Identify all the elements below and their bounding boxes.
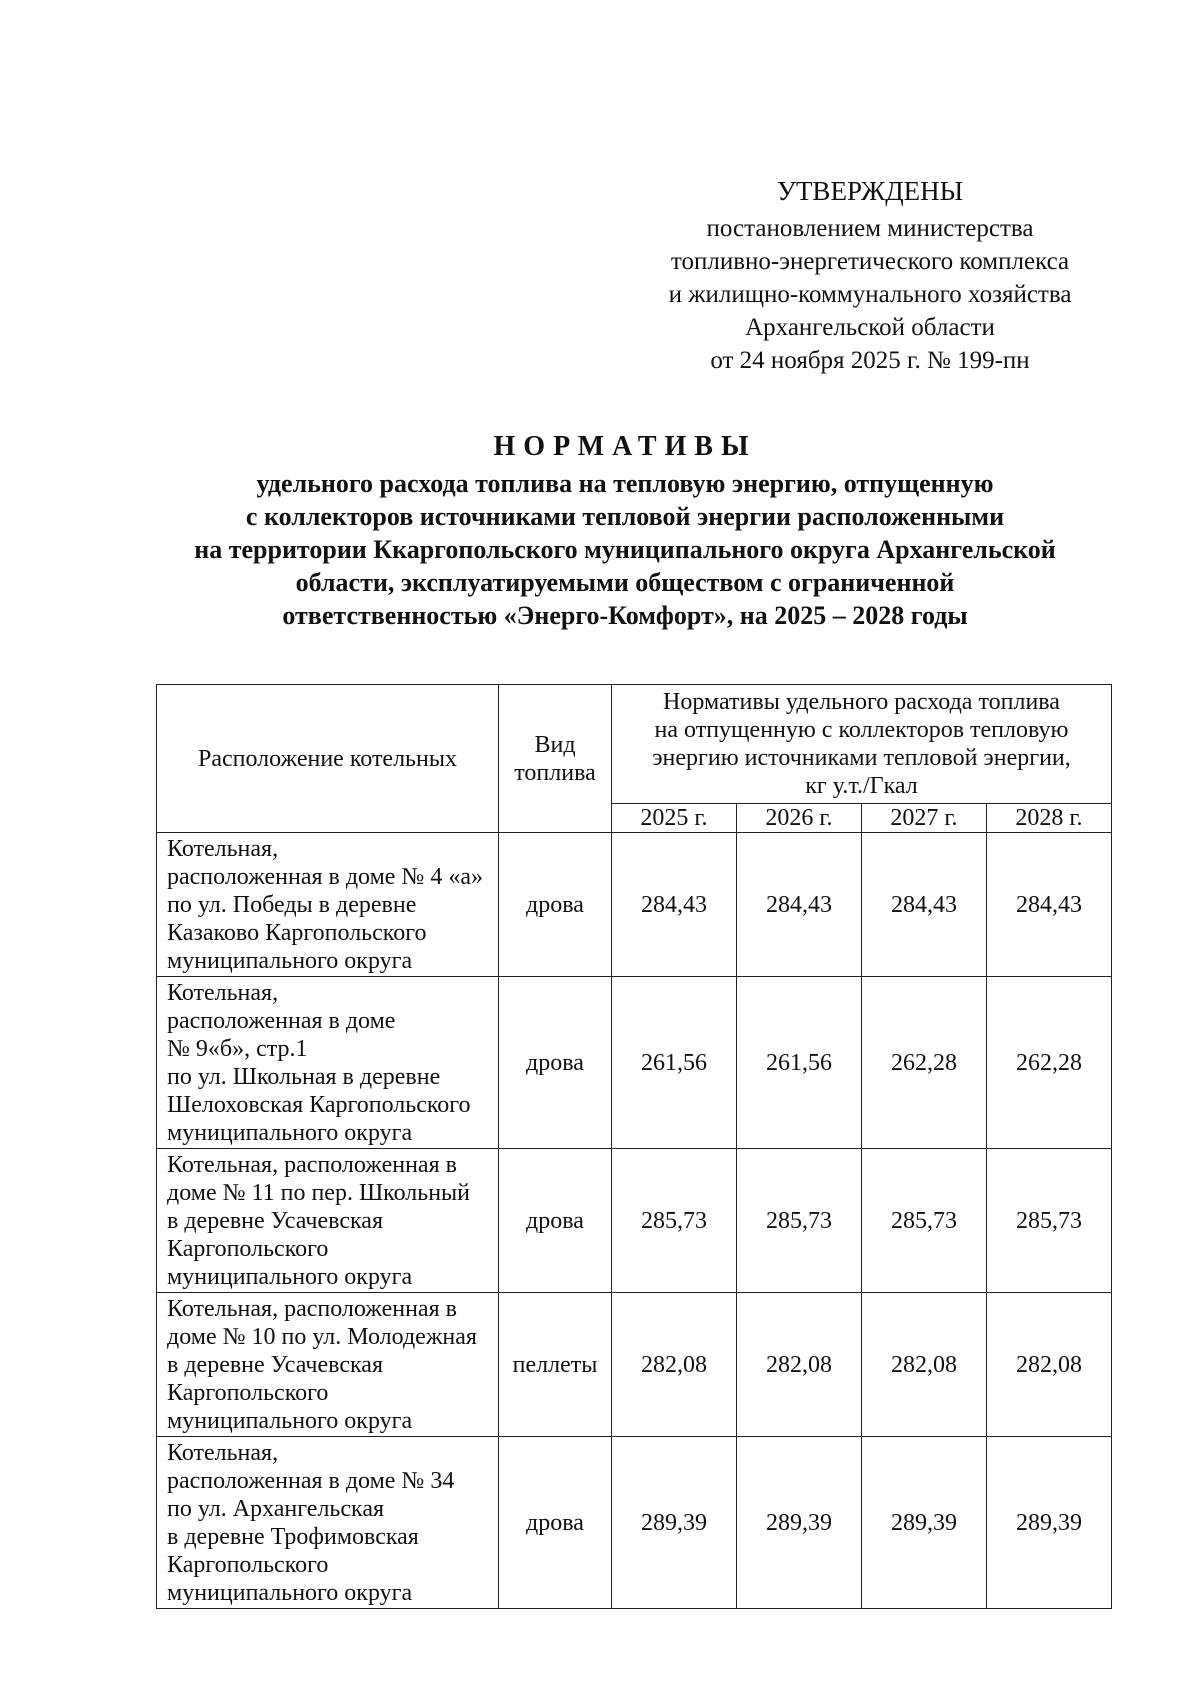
value-cell: 289,39 — [862, 1437, 987, 1609]
value-cell: 282,08 — [862, 1293, 987, 1437]
approval-line: и жилищно-коммунального хозяйства — [668, 281, 1072, 308]
approval-line: от 24 ноября 2025 г. № 199-пн — [710, 347, 1030, 374]
table-row — [157, 833, 1112, 977]
value-cell: 284,43 — [862, 833, 987, 977]
document-title: НОРМАТИВЫ — [493, 431, 757, 462]
location-cell: Котельная, расположенная в доме № 11 по пер. Школьный в деревне Усачевская Каргопольского муниципального округа — [157, 1149, 499, 1293]
fuel-cell: дрова — [499, 1149, 612, 1293]
value-cell: 284,43 — [612, 833, 737, 977]
header-fuel: Вид топлива — [499, 685, 612, 833]
table-row — [157, 1293, 1112, 1437]
heading-line: удельного расхода топлива на тепловую энергию, отпущенную — [256, 469, 994, 498]
table-row — [157, 1149, 1112, 1293]
table-row — [157, 977, 1112, 1149]
value-cell: 289,39 — [612, 1437, 737, 1609]
value-cell: 262,28 — [987, 977, 1112, 1149]
approval-title: УТВЕРЖДЕНЫ — [776, 176, 964, 206]
header-location: Расположение котельных — [157, 685, 499, 833]
header-year: 2027 г. — [862, 804, 987, 833]
header-year: 2028 г. — [987, 804, 1112, 833]
value-cell: 282,08 — [612, 1293, 737, 1437]
value-cell: 262,28 — [862, 977, 987, 1149]
value-cell: 285,73 — [612, 1149, 737, 1293]
value-cell: 285,73 — [737, 1149, 862, 1293]
value-cell: 285,73 — [987, 1149, 1112, 1293]
table-row — [157, 1437, 1112, 1609]
document-heading — [130, 430, 1120, 632]
approval-line: топливно-энергетического комплекса — [670, 248, 1070, 275]
approval-block — [590, 172, 1150, 377]
value-cell: 261,56 — [612, 977, 737, 1149]
location-cell: Котельная, расположенная в доме № 34 по ул. Архангельская в деревне Трофимовская Каргопольского муниципального округа — [157, 1437, 499, 1609]
fuel-cell: дрова — [499, 977, 612, 1149]
location-cell: Котельная, расположенная в доме № 4 «а» по ул. Победы в деревне Казаково Каргопольского муниципального округа — [157, 833, 499, 977]
fuel-cell: пеллеты — [499, 1293, 612, 1437]
value-cell: 282,08 — [987, 1293, 1112, 1437]
value-cell: 284,43 — [987, 833, 1112, 977]
header-year: 2025 г. — [612, 804, 737, 833]
approval-line: постановлением министерства — [706, 215, 1034, 242]
value-cell: 285,73 — [862, 1149, 987, 1293]
value-cell: 261,56 — [737, 977, 862, 1149]
header-norms: Нормативы удельного расхода топлива на отпущенную с коллекторов тепловую энергию источниками тепловой энергии, кг у.т./Гкал — [612, 685, 1112, 804]
location-cell: Котельная, расположенная в доме № 10 по ул. Молодежная в деревне Усачевская Каргопольского муниципального округа — [157, 1293, 499, 1437]
value-cell: 282,08 — [737, 1293, 862, 1437]
fuel-cell: дрова — [499, 1437, 612, 1609]
norms-table — [156, 684, 1112, 1609]
heading-line: области, эксплуатируемыми обществом с ограниченной — [295, 568, 955, 597]
fuel-cell: дрова — [499, 833, 612, 977]
heading-line: ответственностью «Энерго-Комфорт», на 2025 – 2028 годы — [282, 601, 968, 630]
location-cell: Котельная, расположенная в доме № 9«б», стр.1 по ул. Школьная в деревне Шелоховская Каргопольского муниципального округа — [157, 977, 499, 1149]
value-cell: 284,43 — [737, 833, 862, 977]
value-cell: 289,39 — [737, 1437, 862, 1609]
heading-line: на территории Ккаргопольского муниципального округа Архангельской — [194, 535, 1056, 564]
header-year: 2026 г. — [737, 804, 862, 833]
value-cell: 289,39 — [987, 1437, 1112, 1609]
approval-line: Архангельской области — [745, 314, 995, 341]
heading-line: с коллекторов источниками тепловой энергии расположенными — [245, 502, 1005, 531]
